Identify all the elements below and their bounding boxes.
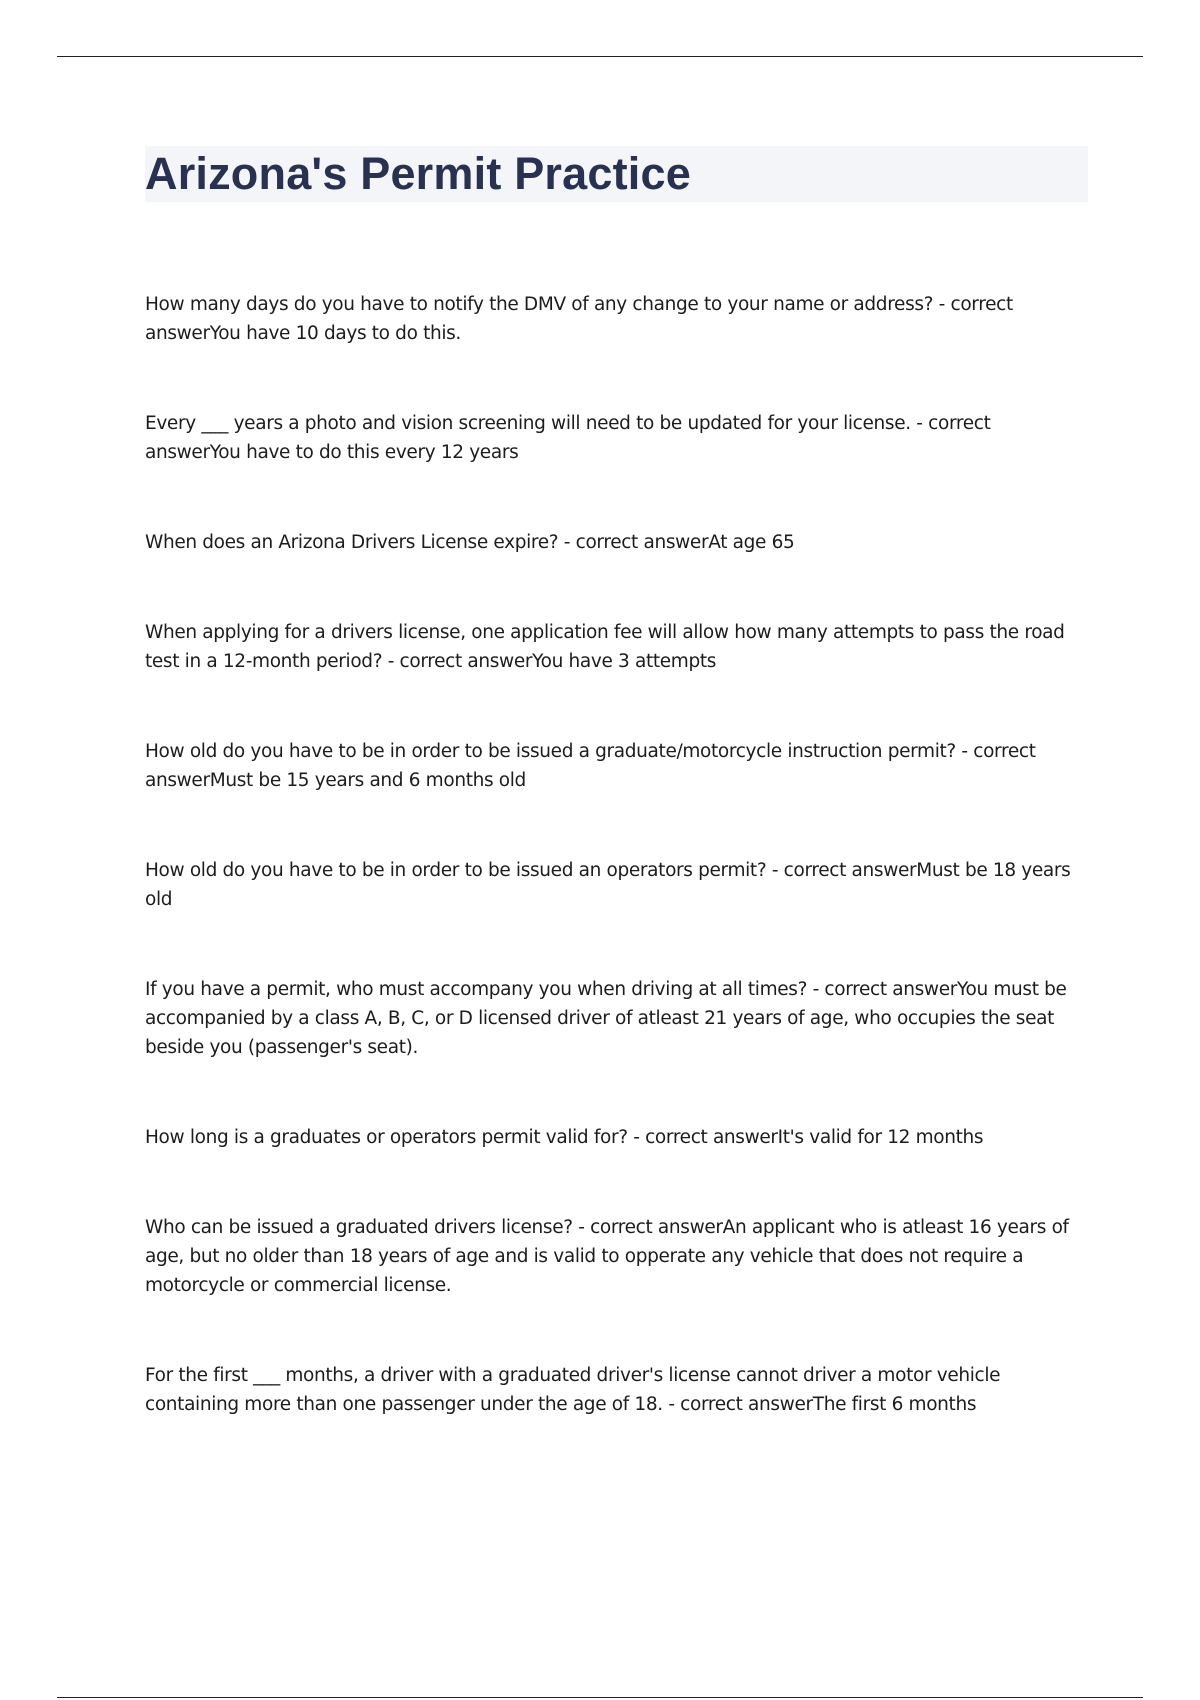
- question-answer-item: Every ___ years a photo and vision screening will need to be updated for your license. - correct answerYou have to do this every 12 years: [145, 413, 991, 463]
- page-title: Arizona's Permit Practice: [145, 148, 691, 199]
- question-answer-item: For the first ___ months, a driver with a graduated driver's license cannot driver a motor vehicle containing more than one passenger under the age of 18. - correct answerThe first 6 months: [145, 1365, 1001, 1415]
- question-answer-item: How many days do you have to notify the DMV of any change to your name or address? - correct answerYou have 10 days to do this.: [145, 294, 1013, 344]
- question-answer-item: When applying for a drivers license, one application fee will allow how many attempts to pass the road test in a 12-month period? - correct answerYou have 3 attempts: [145, 622, 1065, 672]
- question-answer-list: [145, 290, 1090, 1480]
- question-answer-item: How old do you have to be in order to be issued a graduate/motorcycle instruction permit? - correct answerMust be 15 years and 6 months old: [145, 741, 1036, 791]
- question-answer-item: How long is a graduates or operators permit valid for? - correct answerIt's valid for 12 months: [145, 1127, 984, 1148]
- question-answer-item: How old do you have to be in order to be issued an operators permit? - correct answerMust be 18 years old: [145, 860, 1071, 910]
- question-answer-item: When does an Arizona Drivers License expire? - correct answerAt age 65: [145, 532, 795, 553]
- question-answer-item: Who can be issued a graduated drivers license? - correct answerAn applicant who is atleast 16 years of age, but no older than 18 years of age and is valid to opperate any vehicle that does not require a motorcycle or commercial license.: [145, 1217, 1069, 1296]
- footer-rule: [57, 1697, 1143, 1698]
- question-answer-item: If you have a permit, who must accompany you when driving at all times? - correct answerYou must be accompanied by a class A, B, C, or D licensed driver of atleast 21 years of age, who occupies the seat beside you (passenger's seat).: [145, 979, 1067, 1058]
- header-rule: [57, 56, 1143, 57]
